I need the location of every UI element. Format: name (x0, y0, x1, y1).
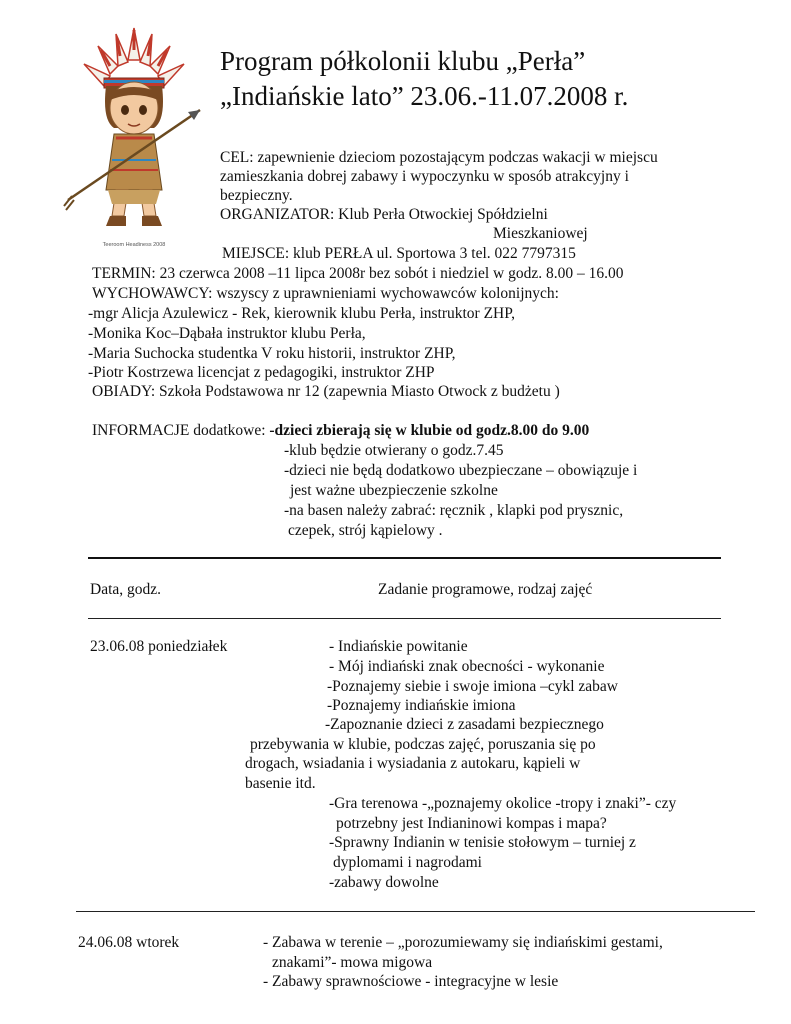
day2-task-3: - Zabawy sprawnościowe - integracyjne w lesie (263, 973, 559, 990)
detail-tutor-3: -Maria Suchocka studentka V roku historii, instruktor ZHP, (88, 345, 456, 362)
table-header-rule (88, 618, 721, 619)
day1-task-7: drogach, wsiadania i wysiadania z autokaru, kąpieli w (245, 755, 581, 772)
day1-task-4: -Poznajemy indiańskie imiona (327, 697, 516, 714)
day1-task-5: -Zapoznanie dzieci z zasadami bezpiecznego (325, 716, 604, 733)
info-line-insurance-2: jest ważne ubezpieczenie szkolne (290, 482, 498, 499)
info-label: INFORMACJE dodatkowe: (92, 422, 270, 439)
day1-task-10: potrzebny jest Indianinowi kompas i mapa? (336, 815, 607, 832)
detail-meals: OBIADY: Szkoła Podstawowa nr 12 (zapewnia Miasto Otwock z budżetu ) (92, 383, 560, 400)
day1-task-9: -Gra terenowa -„poznajemy okolice -tropy i znaki”- czy (329, 795, 677, 812)
info-first-line (92, 421, 589, 440)
headdress-feathers (84, 28, 184, 86)
day2-task-2: znakami”- mowa migowa (272, 954, 433, 971)
intro-goal-line-2: zamieszkania dobrej zabawy i wypoczynku w sposób atrakcyjny i (220, 168, 629, 185)
intro-location: MIEJSCE: klub PERŁA ul. Sportowa 3 tel. 022 7797315 (222, 245, 576, 262)
day1-task-3: -Poznajemy siebie i swoje imiona –cykl zabaw (327, 678, 618, 695)
intro-goal-line-1: CEL: zapewnienie dzieciom pozostającym podczas wakacji w miejscu (220, 149, 658, 166)
day1-task-6: przebywania w klubie, podczas zajęć, poruszania się po (250, 736, 596, 753)
table-header-date: Data, godz. (90, 581, 162, 598)
info-line-pool-1: -na basen należy zabrać: ręcznik , klapki pod prysznic, (284, 502, 624, 519)
intro-organizer-line-1: ORGANIZATOR: Klub Perła Otwockiej Spółdzielni (220, 206, 548, 223)
day2-date: 24.06.08 wtorek (78, 934, 180, 951)
detail-tutor-4: -Piotr Kostrzewa licencjat z pedagogiki, instruktor ZHP (88, 364, 435, 381)
day1-bottom-rule (76, 911, 755, 912)
day1-date: 23.06.08 poniedziałek (90, 638, 228, 655)
table-top-rule (88, 557, 721, 559)
intro-organizer-line-2: Mieszkaniowej (493, 225, 588, 242)
day1-task-2: - Mój indiański znak obecności - wykonanie (329, 658, 605, 675)
day1-task-11: -Sprawny Indianin w tenisie stołowym – turniej z (329, 834, 636, 851)
info-gathering-time: -dzieci zbierają się w klubie od godz.8.00 do 9.00 (269, 422, 590, 439)
page-title-line-2: „Indiańskie lato” 23.06.-11.07.2008 r. (220, 81, 629, 111)
indian-mascot-illustration (58, 20, 210, 252)
mascot-caption: Teeroom Headiness 2008 (102, 242, 166, 248)
day1-task-8: basenie itd. (245, 775, 316, 792)
day1-task-1: - Indiańskie powitanie (329, 638, 468, 655)
detail-tutor-1: -mgr Alicja Azulewicz - Rek, kierownik klubu Perła, instruktor ZHP, (88, 305, 516, 322)
info-line-pool-2: czepek, strój kąpielowy . (288, 522, 443, 539)
detail-tutor-2: -Monika Koc–Dąbała instruktor klubu Perła, (88, 325, 366, 342)
intro-goal-line-3: bezpieczny. (220, 187, 293, 204)
day1-task-13: -zabawy dowolne (329, 874, 439, 891)
day1-task-12: dyplomami i nagrodami (333, 854, 482, 871)
detail-tutors: WYCHOWAWCY: wszyscy z uprawnieniami wychowawców kolonijnych: (92, 285, 559, 302)
info-line-opening: -klub będzie otwierany o godz.7.45 (284, 442, 504, 459)
page-title-line-1: Program półkolonii klubu „Perła” (220, 46, 586, 76)
day2-task-1: - Zabawa w terenie – „porozumiewamy się indiańskimi gestami, (263, 934, 663, 951)
detail-term: TERMIN: 23 czerwca 2008 –11 lipca 2008r bez sobót i niedziel w godz. 8.00 – 16.00 (92, 265, 624, 282)
info-line-insurance-1: -dzieci nie będą dodatkowo ubezpieczane – obowiązuje i (284, 462, 638, 479)
table-header-task: Zadanie programowe, rodzaj zajęć (378, 581, 593, 598)
